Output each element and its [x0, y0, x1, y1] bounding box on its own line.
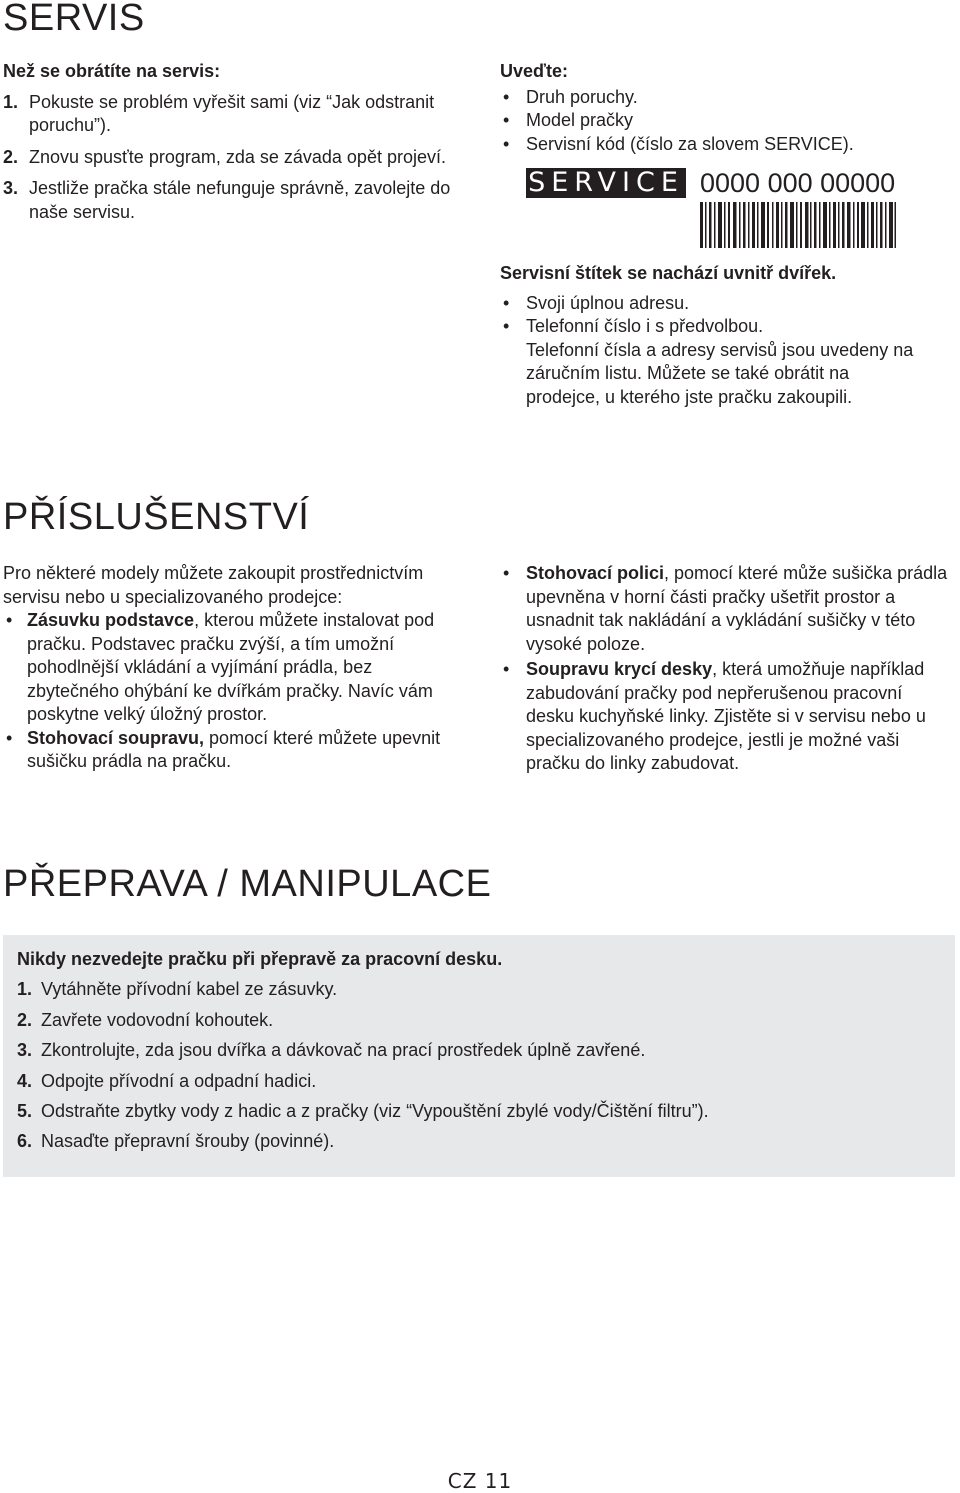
step-number: 5. — [17, 1100, 33, 1121]
transport-content — [17, 947, 937, 1160]
section-title-servis: SERVIS — [3, 0, 145, 39]
item-text: pomocí které můžete upevnit sušičku prádla na pračku. — [27, 727, 441, 771]
servis-right-column-lower — [500, 262, 930, 409]
list-item — [17, 977, 937, 1001]
step-number: 2. — [3, 146, 19, 167]
step-text: Znovu spusťte program, zda se závada opět projeví. — [29, 146, 446, 167]
accessories-list-left — [3, 609, 463, 774]
step-number: 2. — [17, 1009, 33, 1030]
list-item — [3, 609, 463, 727]
transport-steps — [17, 977, 937, 1153]
list-item — [3, 177, 463, 224]
step-number: 1. — [3, 91, 19, 112]
contact-note: Telefonní čísla a adresy servisů jsou uvedeny na záručním listu. Můžete se také obrátit na prodejce, u kterého jste pračku zakoupili. — [526, 339, 914, 407]
list-item: • Servisní kód (číslo za slovem SERVICE). — [500, 133, 920, 157]
item-name: Stohovací polici — [526, 563, 665, 583]
step-text: Nasaďte přepravní šrouby (povinné). — [41, 1131, 335, 1152]
step-text: Jestliže pračka stále nefunguje správně, zavolejte do naše servisu. — [29, 178, 451, 222]
list-item: • Svoji úplnou adresu. — [500, 292, 930, 316]
servis-right-column — [500, 60, 920, 156]
section-title-transport: PŘEPRAVA / MANIPULACE — [3, 863, 492, 905]
service-label-location: Servisní štítek se nachází uvnitř dvířek. — [500, 263, 837, 283]
before-service-heading: Než se obrátíte na servis: — [3, 61, 221, 81]
step-text: Odpojte přívodní a odpadní hadici. — [41, 1070, 317, 1091]
servis-left-column — [3, 60, 463, 232]
step-text: Pokuste se problém vyřešit sami (viz “Jak odstranit poruchu”). — [29, 91, 435, 135]
list-item — [3, 91, 463, 138]
list-item — [17, 1099, 937, 1123]
transport-warning: Nikdy nezvedejte pračku při přepravě za pracovní desku. — [17, 949, 503, 969]
accessories-intro: Pro některé modely můžete zakoupit prostřednictvím servisu nebo u specializovaného prodejce: — [3, 563, 424, 607]
contact-list — [500, 292, 930, 339]
list-item: • Telefonní číslo i s předvolbou. — [500, 315, 930, 339]
list-item — [17, 1129, 937, 1153]
item-name: Stohovací soupravu, — [27, 727, 205, 748]
list-item — [500, 562, 955, 656]
transport-box — [3, 935, 955, 1177]
list-item — [3, 146, 463, 170]
item-text: , kterou můžete instalovat pod pračku. Podstavec pračku zvýší, a tím umožní pohodlnější vkládání a vyjímání prádla, bez zbytečného ohýbání ke dvířkám pračky. Navíc vám poskytne velký úložný prostor. — [27, 610, 435, 724]
step-number: 6. — [17, 1131, 33, 1152]
before-service-steps — [3, 91, 463, 225]
step-number: 3. — [3, 178, 19, 198]
step-number: 4. — [17, 1070, 33, 1091]
page-number: CZ 11 — [447, 1469, 513, 1493]
service-code: 0000 000 00000 — [700, 168, 896, 198]
list-item — [500, 658, 955, 776]
accessories-list-right — [500, 562, 955, 776]
step-text: Vytáhněte přívodní kabel ze zásuvky. — [41, 979, 338, 1000]
step-number: 1. — [17, 979, 33, 1000]
list-item — [17, 1008, 937, 1032]
step-text: Odstraňte zbytky vody z hadic a z pračky (viz “Vypouštění zbylé vody/Čištění filtru”). — [41, 1100, 709, 1121]
specify-heading: Uveďte: — [500, 61, 568, 81]
barcode-icon — [700, 202, 896, 248]
step-text: Zkontrolujte, zda jsou dvířka a dávkovač na prací prostředek úplně zavřené. — [41, 1040, 646, 1061]
list-item: • Model pračky — [500, 109, 920, 133]
item-name: Zásuvku podstavce — [27, 610, 195, 630]
step-text: Zavřete vodovodní kohoutek. — [41, 1009, 274, 1030]
item-name: Soupravu krycí desky — [526, 659, 713, 679]
list-item: • Druh poruchy. — [500, 86, 920, 110]
item-text: , pomocí které může sušička prádla upevněna v horní části pračky ušetřit prostor a usnadnit tak nakládání a vykládání sušičky v této vysoké poloze. — [526, 563, 948, 654]
specify-list — [500, 86, 920, 157]
list-item — [3, 727, 463, 774]
list-item — [17, 1038, 937, 1062]
accessories-left-column — [3, 562, 463, 774]
step-number: 3. — [17, 1040, 33, 1061]
list-item — [17, 1069, 937, 1093]
accessories-right-column — [500, 562, 955, 776]
item-text: , která umožňuje například zabudování pračky pod nepřerušenou pracovní desku kuchyňské linky. Zjistěte si v servisu nebo u specializovaného prodejce, jestli je možné vaši pračku do linky zabudovat. — [526, 659, 926, 773]
service-label-box: SERVICE — [526, 168, 686, 198]
section-title-accessories: PŘÍSLUŠENSTVÍ — [3, 496, 310, 538]
